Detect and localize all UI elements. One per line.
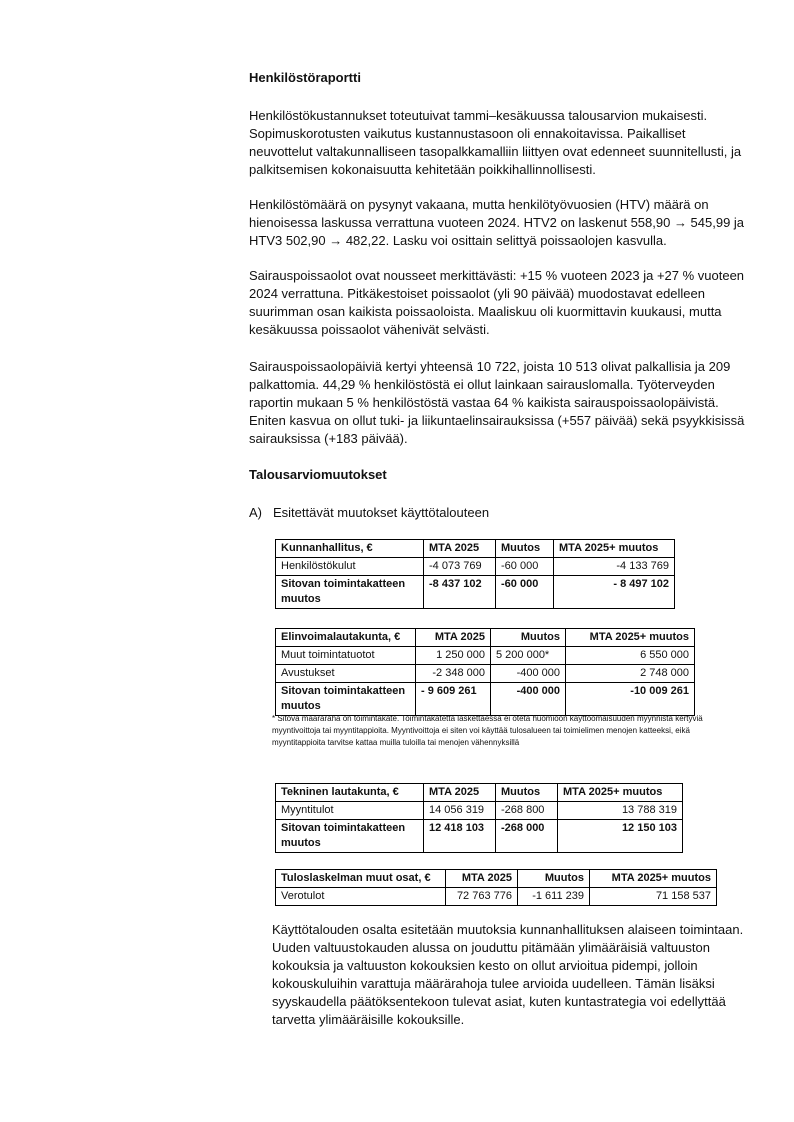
table-vitality-board <box>275 628 695 716</box>
table-cell: 72 763 776 <box>446 888 518 906</box>
table-cell: -400 000 <box>491 683 566 716</box>
table-cell: - 8 497 102 <box>554 576 675 609</box>
table-header-cell: MTA 2025 <box>416 629 491 647</box>
table-header-cell: MTA 2025+ muutos <box>590 870 717 888</box>
table-header-cell: MTA 2025 <box>446 870 518 888</box>
table-cell: Sitovan toimintakatteen muutos <box>276 820 424 853</box>
section-a-text: Esitettävät muutokset käyttötalouteen <box>273 505 490 520</box>
paragraph-operating-changes: Käyttötalouden osalta esitetään muutoksia kunnanhallituksen alaiseen toimintaan. Uuden valtuustokauden alussa on jouduttu pitämään ylimääräisiä valtuuston kokouksia ja valtuuston kokouksien kesto on ollut arvioitua pidempi, jolloin kokouskuluihin varattuja määrärahoja tulee arvioida uudelleen. Tämän lisäksi syyskaudella päätöksentekoon tulevat asiat, kuten kuntastrategia voi edellyttää tarvetta ylimääräisille kokouksille. <box>272 922 744 1027</box>
table-row <box>276 683 695 716</box>
table-cell: -400 000 <box>491 665 566 683</box>
table-header-row <box>276 784 683 802</box>
table-header-cell: Muutos <box>518 870 590 888</box>
section-a-letter: A) <box>249 505 262 520</box>
section-a-heading <box>249 505 489 520</box>
table-header-cell: Muutos <box>496 784 558 802</box>
table-cell: -1 611 239 <box>518 888 590 906</box>
table-row <box>276 665 695 683</box>
table-cell: Henkilöstökulut <box>276 558 424 576</box>
table-cell: 71 158 537 <box>590 888 717 906</box>
table-header-cell: MTA 2025 <box>424 784 496 802</box>
table-row <box>276 888 717 906</box>
table-header-cell: Muutos <box>491 629 566 647</box>
table-row <box>276 820 683 853</box>
table-cell: 6 550 000 <box>566 647 695 665</box>
table-row <box>276 647 695 665</box>
table-header-cell: Tekninen lautakunta, € <box>276 784 424 802</box>
heading-budget-changes: Talousarviomuutokset <box>249 467 387 482</box>
table-cell: -60 000 <box>496 576 554 609</box>
table-income-statement <box>275 869 717 906</box>
table-cell: 14 056 319 <box>424 802 496 820</box>
table-cell: 12 150 103 <box>558 820 683 853</box>
table-technical-board <box>275 783 683 853</box>
table-header-cell: MTA 2025+ muutos <box>554 540 675 558</box>
table-cell: Myyntitulot <box>276 802 424 820</box>
table-cell: -10 009 261 <box>566 683 695 716</box>
table-cell: Verotulot <box>276 888 446 906</box>
table-cell: Muut toimintatuotot <box>276 647 416 665</box>
table-row <box>276 802 683 820</box>
table-cell: 5 200 000* <box>491 647 566 665</box>
table-row <box>276 558 675 576</box>
table-cell: Avustukset <box>276 665 416 683</box>
table-cell: Sitovan toimintakatteen muutos <box>276 683 416 716</box>
table-header-cell: Tuloslaskelman muut osat, € <box>276 870 446 888</box>
table-header-cell: MTA 2025+ muutos <box>558 784 683 802</box>
table-cell: - 9 609 261 <box>416 683 491 716</box>
paragraph-staff-costs: Henkilöstökustannukset toteutuivat tammi–kesäkuussa talousarvion mukaisesti. Sopimuskorotusten vaikutus kustannustasoon oli ennakoitavissa. Paikalliset neuvottelut valtakunnalliseen tasopalkkamalliin liittyen ovat edenneet suunnitellusti, ja palkitsemisen kokonaisuutta kehitetään poikkihallinnollisesti. <box>249 108 742 177</box>
table-header-row <box>276 629 695 647</box>
table-header-cell: Muutos <box>496 540 554 558</box>
paragraph-sick-leave: Sairauspoissaolot ovat nousseet merkittävästi: +15 % vuoteen 2023 ja +27 % vuoteen 2024 verrattuna. Pitkäkestoiset poissaolot (yli 90 päivää) muodostavat edelleen suurimman osan kaikista poissaoloista. Maaliskuu oli kuormittavin kuukausi, mutta kesäkuussa poissaolot vähenivät selvästi. <box>249 268 745 337</box>
heading-staff-report: Henkilöstöraportti <box>249 70 361 85</box>
table-cell: 2 748 000 <box>566 665 695 683</box>
table-cell: 12 418 103 <box>424 820 496 853</box>
paragraph-headcount: Henkilöstömäärä on pysynyt vakaana, mutta henkilötyövuosien (HTV) määrä on hienoisessa laskussa verrattuna vuoteen 2024. HTV2 on laskenut 558,90 → 545,99 ja HTV3 502,90 → 482,22. Lasku voi osittain selittyä poissaolojen kasvulla. <box>249 197 745 248</box>
table-header-cell: Kunnanhallitus, € <box>276 540 424 558</box>
table-municipal-board <box>275 539 675 609</box>
table-cell: 1 250 000 <box>416 647 491 665</box>
table-cell: -268 800 <box>496 802 558 820</box>
table-footnote: * Sitova määräraha on toimintakate. Toimintakatetta laskettaessa ei oteta huomioon käyttöomaisuuden myynnistä kertyviä myyntivoittoja tai myyntitappioita. Myyntivoittoja ei siten voi käyttää tulosalueen tai toimielimen menojen katteeksi, eikä myyntitappioita tarvitse kattaa muilla tuloilla tai menojen vähennyksillä <box>272 714 703 747</box>
table-cell: -4 073 769 <box>424 558 496 576</box>
table-row <box>276 576 675 609</box>
table-header-cell: MTA 2025 <box>424 540 496 558</box>
table-header-cell: MTA 2025+ muutos <box>566 629 695 647</box>
table-cell: -2 348 000 <box>416 665 491 683</box>
table-header-row <box>276 870 717 888</box>
table-cell: -268 000 <box>496 820 558 853</box>
paragraph-sick-days: Sairauspoissaolopäiviä kertyi yhteensä 10 722, joista 10 513 olivat palkallisia ja 209 palkattomia. 44,29 % henkilöstöstä ei ollut lainkaan sairauslomalla. Työterveyden raportin mukaan 5 % henkilöstöstä vastaa 64 % kaikista sairauspoissaolopäivistä. Eniten kasvua on ollut tuki- ja liikuntaelinsairauksissa (+557 päivää) sekä psyykkisissä sairauksissa (+183 päivää). <box>249 359 745 446</box>
table-cell: 13 788 319 <box>558 802 683 820</box>
table-cell: -4 133 769 <box>554 558 675 576</box>
table-cell: Sitovan toimintakatteen muutos <box>276 576 424 609</box>
table-cell: -60 000 <box>496 558 554 576</box>
table-header-row <box>276 540 675 558</box>
table-header-cell: Elinvoimalautakunta, € <box>276 629 416 647</box>
table-cell: -8 437 102 <box>424 576 496 609</box>
